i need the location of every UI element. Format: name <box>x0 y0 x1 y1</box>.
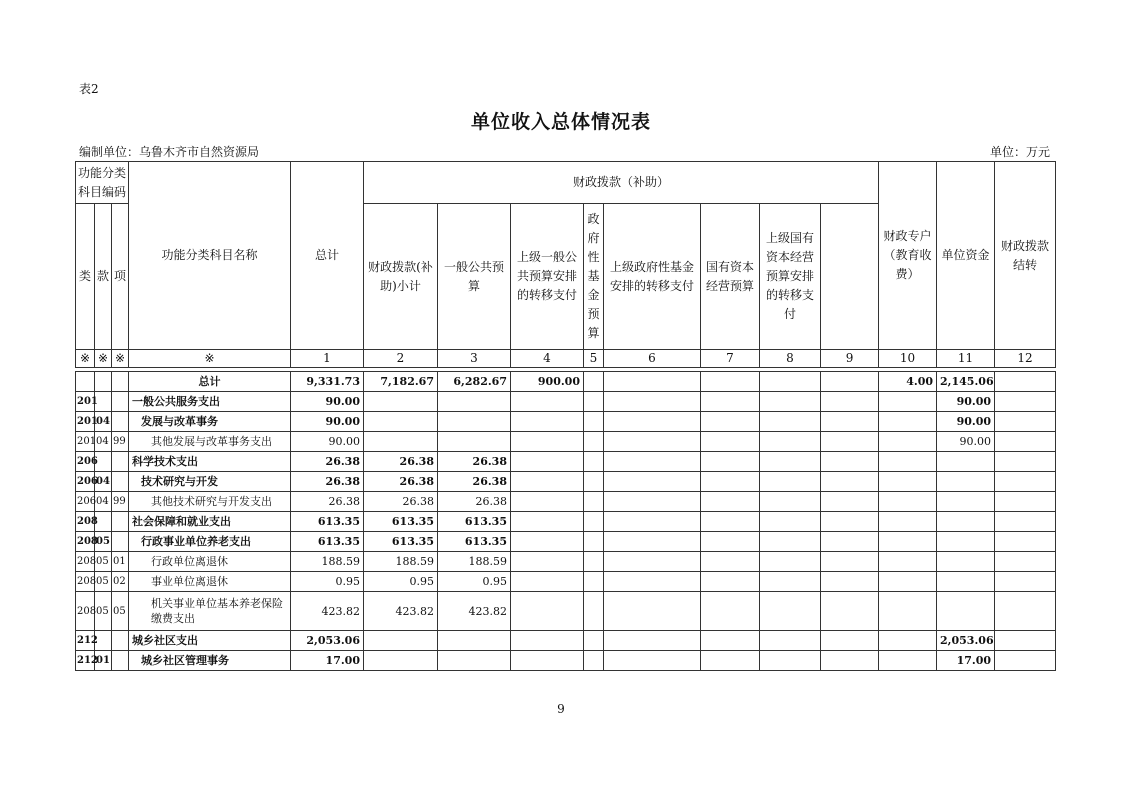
value-cell: 26.38 <box>364 492 438 512</box>
xiang-code-cell: 99 <box>112 492 129 512</box>
index-num: 11 <box>937 350 995 368</box>
value-cell <box>879 532 937 552</box>
value-cell <box>760 492 821 512</box>
table-row <box>76 432 1056 452</box>
value-cell: 17.00 <box>937 651 995 671</box>
value-cell: 26.38 <box>364 472 438 492</box>
value-cell <box>604 412 701 432</box>
value-cell <box>701 651 760 671</box>
lei-code-cell: 206 <box>76 452 95 472</box>
value-cell: 90.00 <box>291 412 364 432</box>
subject-name-cell: 事业单位离退休 <box>129 572 291 592</box>
lei-code-cell: 212 <box>76 631 95 651</box>
value-cell <box>760 372 821 392</box>
upper-state-capital-transfer-header: 上级国有资本经营预算安排的转移支付 <box>760 204 821 350</box>
value-cell: 900.00 <box>511 372 584 392</box>
page-title: 单位收入总体情况表 <box>470 111 651 133</box>
value-cell <box>879 412 937 432</box>
value-cell: 188.59 <box>291 552 364 572</box>
value-cell: 188.59 <box>364 552 438 572</box>
value-cell <box>438 651 511 671</box>
value-cell <box>995 432 1056 452</box>
value-cell: 90.00 <box>291 392 364 412</box>
kuan-code-cell: 01 <box>95 651 112 671</box>
value-cell <box>760 592 821 631</box>
value-cell: 4.00 <box>879 372 937 392</box>
index-row <box>76 350 1056 368</box>
value-cell <box>937 492 995 512</box>
value-cell <box>937 452 995 472</box>
value-cell: 6,282.67 <box>438 372 511 392</box>
index-mark: ※ <box>112 350 129 368</box>
lei-code-cell: 201 <box>76 392 95 412</box>
value-cell: 188.59 <box>438 552 511 572</box>
subject-name-cell: 发展与改革事务 <box>129 412 291 432</box>
subject-name-cell: 技术研究与开发 <box>129 472 291 492</box>
lei-code-cell: 208 <box>76 512 95 532</box>
value-cell <box>995 412 1056 432</box>
lei-code-cell: 208 <box>76 532 95 552</box>
value-cell: 0.95 <box>364 572 438 592</box>
total-header: 总计 <box>291 162 364 350</box>
value-cell <box>584 372 604 392</box>
kuan-code-cell <box>95 372 112 392</box>
value-cell <box>937 592 995 631</box>
value-cell: 7,182.67 <box>364 372 438 392</box>
subject-name-cell: 行政事业单位养老支出 <box>129 532 291 552</box>
value-cell: 26.38 <box>291 492 364 512</box>
xiang-code-cell <box>112 392 129 412</box>
value-cell <box>701 472 760 492</box>
value-cell: 9,331.73 <box>291 372 364 392</box>
value-cell <box>511 432 584 452</box>
value-cell: 26.38 <box>438 472 511 492</box>
xiang-code-cell <box>112 412 129 432</box>
value-cell <box>995 532 1056 552</box>
value-cell <box>879 432 937 452</box>
value-cell <box>438 432 511 452</box>
fiscal-subtotal-header: 财政拨款(补助)小计 <box>364 204 438 350</box>
value-cell <box>995 631 1056 651</box>
fiscal-carryover-header: 财政拨款结转 <box>995 162 1056 350</box>
value-cell <box>821 472 879 492</box>
value-cell <box>584 572 604 592</box>
value-cell <box>821 512 879 532</box>
value-cell <box>604 432 701 452</box>
value-cell: 26.38 <box>364 452 438 472</box>
value-cell <box>584 512 604 532</box>
value-cell <box>937 552 995 572</box>
value-cell: 613.35 <box>291 512 364 532</box>
value-cell <box>604 552 701 572</box>
value-cell <box>821 631 879 651</box>
lei-code-cell: 208 <box>76 572 95 592</box>
kuan-code-cell: 05 <box>95 532 112 552</box>
total-row <box>76 372 1056 392</box>
lei-header: 类 <box>76 204 95 350</box>
subject-name-cell: 行政单位离退休 <box>129 552 291 572</box>
value-cell <box>604 452 701 472</box>
value-cell: 26.38 <box>438 492 511 512</box>
kuan-code-cell: 05 <box>95 572 112 592</box>
value-cell: 2,053.06 <box>291 631 364 651</box>
subject-name-cell: 机关事业单位基本养老保险缴费支出 <box>129 592 291 631</box>
value-cell <box>821 372 879 392</box>
xiang-code-cell <box>112 512 129 532</box>
value-cell <box>995 392 1056 412</box>
value-cell <box>760 412 821 432</box>
value-cell <box>511 492 584 512</box>
value-cell <box>937 512 995 532</box>
value-cell: 26.38 <box>291 472 364 492</box>
index-num: 10 <box>879 350 937 368</box>
value-cell: 2,053.06 <box>937 631 995 651</box>
kuan-code-cell: 04 <box>95 412 112 432</box>
index-num: 3 <box>438 350 511 368</box>
value-cell <box>879 392 937 412</box>
value-cell <box>511 572 584 592</box>
value-cell <box>604 512 701 532</box>
value-cell <box>821 572 879 592</box>
value-cell <box>760 631 821 651</box>
value-cell: 90.00 <box>937 392 995 412</box>
special-edu-header: 财政专户（教育收费） <box>879 162 937 350</box>
kuan-code-cell: 04 <box>95 432 112 452</box>
value-cell <box>701 372 760 392</box>
value-cell <box>604 592 701 631</box>
value-cell <box>995 651 1056 671</box>
value-cell: 613.35 <box>438 532 511 552</box>
value-cell <box>879 472 937 492</box>
value-cell: 0.95 <box>438 572 511 592</box>
value-cell <box>584 392 604 412</box>
kuan-header: 款 <box>95 204 112 350</box>
value-cell <box>604 651 701 671</box>
value-cell <box>511 532 584 552</box>
value-cell <box>701 452 760 472</box>
table-row <box>76 572 1056 592</box>
xiang-code-cell: 05 <box>112 592 129 631</box>
table-row <box>76 412 1056 432</box>
kuan-code-cell: 05 <box>95 592 112 631</box>
value-cell <box>511 452 584 472</box>
value-cell: 90.00 <box>291 432 364 452</box>
value-cell <box>879 492 937 512</box>
value-cell: 423.82 <box>291 592 364 631</box>
lei-code-cell: 212 <box>76 651 95 671</box>
subject-name-cell: 其他发展与改革事务支出 <box>129 432 291 452</box>
value-cell <box>879 552 937 572</box>
value-cell: 613.35 <box>438 512 511 532</box>
value-cell <box>995 372 1056 392</box>
value-cell <box>511 512 584 532</box>
xiang-code-cell <box>112 631 129 651</box>
index-num: 5 <box>584 350 604 368</box>
code-group-header: 功能分类科目编码 <box>76 162 129 204</box>
lei-code-cell: 201 <box>76 432 95 452</box>
value-cell <box>821 492 879 512</box>
value-cell <box>511 412 584 432</box>
value-cell <box>511 631 584 651</box>
lei-code-cell: 208 <box>76 592 95 631</box>
value-cell <box>879 572 937 592</box>
state-capital-header: 国有资本经营预算 <box>701 204 760 350</box>
value-cell <box>584 452 604 472</box>
table-row <box>76 392 1056 412</box>
value-cell <box>604 492 701 512</box>
value-cell <box>879 631 937 651</box>
value-cell <box>511 552 584 572</box>
xiang-code-cell <box>112 472 129 492</box>
value-cell <box>584 631 604 651</box>
subject-name-cell: 社会保障和就业支出 <box>129 512 291 532</box>
upper-fund-transfer-header: 上级政府性基金安排的转移支付 <box>604 204 701 350</box>
xiang-code-cell: 99 <box>112 432 129 452</box>
table-row <box>76 492 1056 512</box>
value-cell <box>604 372 701 392</box>
index-num: 6 <box>604 350 701 368</box>
index-mark: ※ <box>76 350 95 368</box>
value-cell <box>438 392 511 412</box>
value-cell <box>584 472 604 492</box>
value-cell: 26.38 <box>291 452 364 472</box>
income-table <box>75 161 1056 671</box>
value-cell <box>584 492 604 512</box>
index-num: 9 <box>821 350 879 368</box>
value-cell <box>438 412 511 432</box>
table-row <box>76 552 1056 572</box>
subject-name-cell: 其他技术研究与开发支出 <box>129 492 291 512</box>
value-cell <box>760 651 821 671</box>
value-cell <box>821 452 879 472</box>
xiang-code-cell <box>112 452 129 472</box>
value-cell <box>995 592 1056 631</box>
value-cell: 613.35 <box>364 512 438 532</box>
value-cell <box>701 572 760 592</box>
index-num: 4 <box>511 350 584 368</box>
xiang-code-cell <box>112 372 129 392</box>
value-cell <box>879 592 937 631</box>
value-cell <box>584 651 604 671</box>
value-cell <box>821 412 879 432</box>
org-label: 编制单位：乌鲁木齐市自然资源局 <box>79 145 260 159</box>
value-cell <box>760 572 821 592</box>
table-tag: 表2 <box>79 82 99 96</box>
value-cell: 423.82 <box>438 592 511 631</box>
index-mark: ※ <box>129 350 291 368</box>
xiang-code-cell: 01 <box>112 552 129 572</box>
subject-name-cell: 城乡社区支出 <box>129 631 291 651</box>
value-cell <box>511 392 584 412</box>
value-cell <box>701 631 760 651</box>
value-cell <box>701 592 760 631</box>
value-cell <box>821 532 879 552</box>
value-cell: 26.38 <box>438 452 511 472</box>
value-cell: 613.35 <box>291 532 364 552</box>
value-cell <box>995 472 1056 492</box>
general-budget-header: 一般公共预算 <box>438 204 511 350</box>
value-cell <box>760 512 821 532</box>
value-cell <box>701 412 760 432</box>
index-mark: ※ <box>95 350 112 368</box>
value-cell <box>760 472 821 492</box>
value-cell <box>995 452 1056 472</box>
value-cell <box>364 412 438 432</box>
table-row <box>76 651 1056 671</box>
fiscal-group-header: 财政拨款（补助） <box>364 162 879 204</box>
unit-label: 单位：万元 <box>990 145 1051 159</box>
value-cell <box>701 432 760 452</box>
value-cell <box>760 452 821 472</box>
value-cell <box>701 552 760 572</box>
value-cell <box>995 512 1056 532</box>
kuan-code-cell: 04 <box>95 472 112 492</box>
value-cell <box>364 432 438 452</box>
value-cell: 90.00 <box>937 412 995 432</box>
value-cell: 2,145.06 <box>937 372 995 392</box>
index-num: 7 <box>701 350 760 368</box>
value-cell <box>584 432 604 452</box>
name-header: 功能分类科目名称 <box>129 162 291 350</box>
value-cell <box>821 552 879 572</box>
index-num: 8 <box>760 350 821 368</box>
value-cell <box>701 532 760 552</box>
index-num: 1 <box>291 350 364 368</box>
value-cell <box>821 592 879 631</box>
value-cell <box>937 472 995 492</box>
xiang-code-cell <box>112 651 129 671</box>
kuan-code-cell: 05 <box>95 552 112 572</box>
value-cell <box>701 392 760 412</box>
value-cell <box>760 552 821 572</box>
lei-code-cell: 206 <box>76 472 95 492</box>
value-cell: 90.00 <box>937 432 995 452</box>
value-cell <box>701 492 760 512</box>
value-cell: 613.35 <box>364 532 438 552</box>
value-cell <box>604 572 701 592</box>
value-cell <box>604 532 701 552</box>
xiang-code-cell <box>112 532 129 552</box>
value-cell <box>821 432 879 452</box>
value-cell <box>438 631 511 651</box>
value-cell <box>821 392 879 412</box>
kuan-code-cell: 04 <box>95 492 112 512</box>
xiang-code-cell: 02 <box>112 572 129 592</box>
value-cell <box>760 532 821 552</box>
value-cell <box>821 651 879 671</box>
value-cell <box>937 532 995 552</box>
unit-funds-header: 单位资金 <box>937 162 995 350</box>
value-cell <box>995 552 1056 572</box>
subject-name-cell: 一般公共服务支出 <box>129 392 291 412</box>
value-cell <box>995 492 1056 512</box>
value-cell <box>584 592 604 631</box>
value-cell <box>511 472 584 492</box>
page-number: 9 <box>557 702 565 716</box>
subject-name-cell: 总计 <box>129 372 291 392</box>
value-cell <box>584 552 604 572</box>
table-row <box>76 592 1056 631</box>
upper-general-transfer-header: 上级一般公共预算安排的转移支付 <box>511 204 584 350</box>
lei-code-cell <box>76 372 95 392</box>
value-cell <box>937 572 995 592</box>
value-cell <box>879 651 937 671</box>
value-cell: 0.95 <box>291 572 364 592</box>
lei-code-cell: 208 <box>76 552 95 572</box>
table-row <box>76 532 1056 552</box>
value-cell <box>879 452 937 472</box>
value-cell: 423.82 <box>364 592 438 631</box>
value-cell <box>511 592 584 631</box>
xiang-header: 项 <box>112 204 129 350</box>
value-cell <box>364 631 438 651</box>
value-cell <box>760 432 821 452</box>
value-cell <box>584 532 604 552</box>
value-cell <box>584 412 604 432</box>
subject-name-cell: 城乡社区管理事务 <box>129 651 291 671</box>
index-num: 2 <box>364 350 438 368</box>
value-cell <box>879 512 937 532</box>
value-cell: 17.00 <box>291 651 364 671</box>
value-cell <box>364 392 438 412</box>
value-cell <box>760 392 821 412</box>
table-row <box>76 631 1056 651</box>
value-cell <box>511 651 584 671</box>
lei-code-cell: 201 <box>76 412 95 432</box>
table-row <box>76 472 1056 492</box>
value-cell <box>604 392 701 412</box>
value-cell <box>701 512 760 532</box>
value-cell <box>995 572 1056 592</box>
index-num: 12 <box>995 350 1056 368</box>
gov-fund-header: 政府性基金预算 <box>584 204 604 350</box>
value-cell <box>604 631 701 651</box>
table-row <box>76 452 1056 472</box>
lei-code-cell: 206 <box>76 492 95 512</box>
table-row <box>76 512 1056 532</box>
value-cell <box>604 472 701 492</box>
subject-name-cell: 科学技术支出 <box>129 452 291 472</box>
value-cell <box>364 651 438 671</box>
